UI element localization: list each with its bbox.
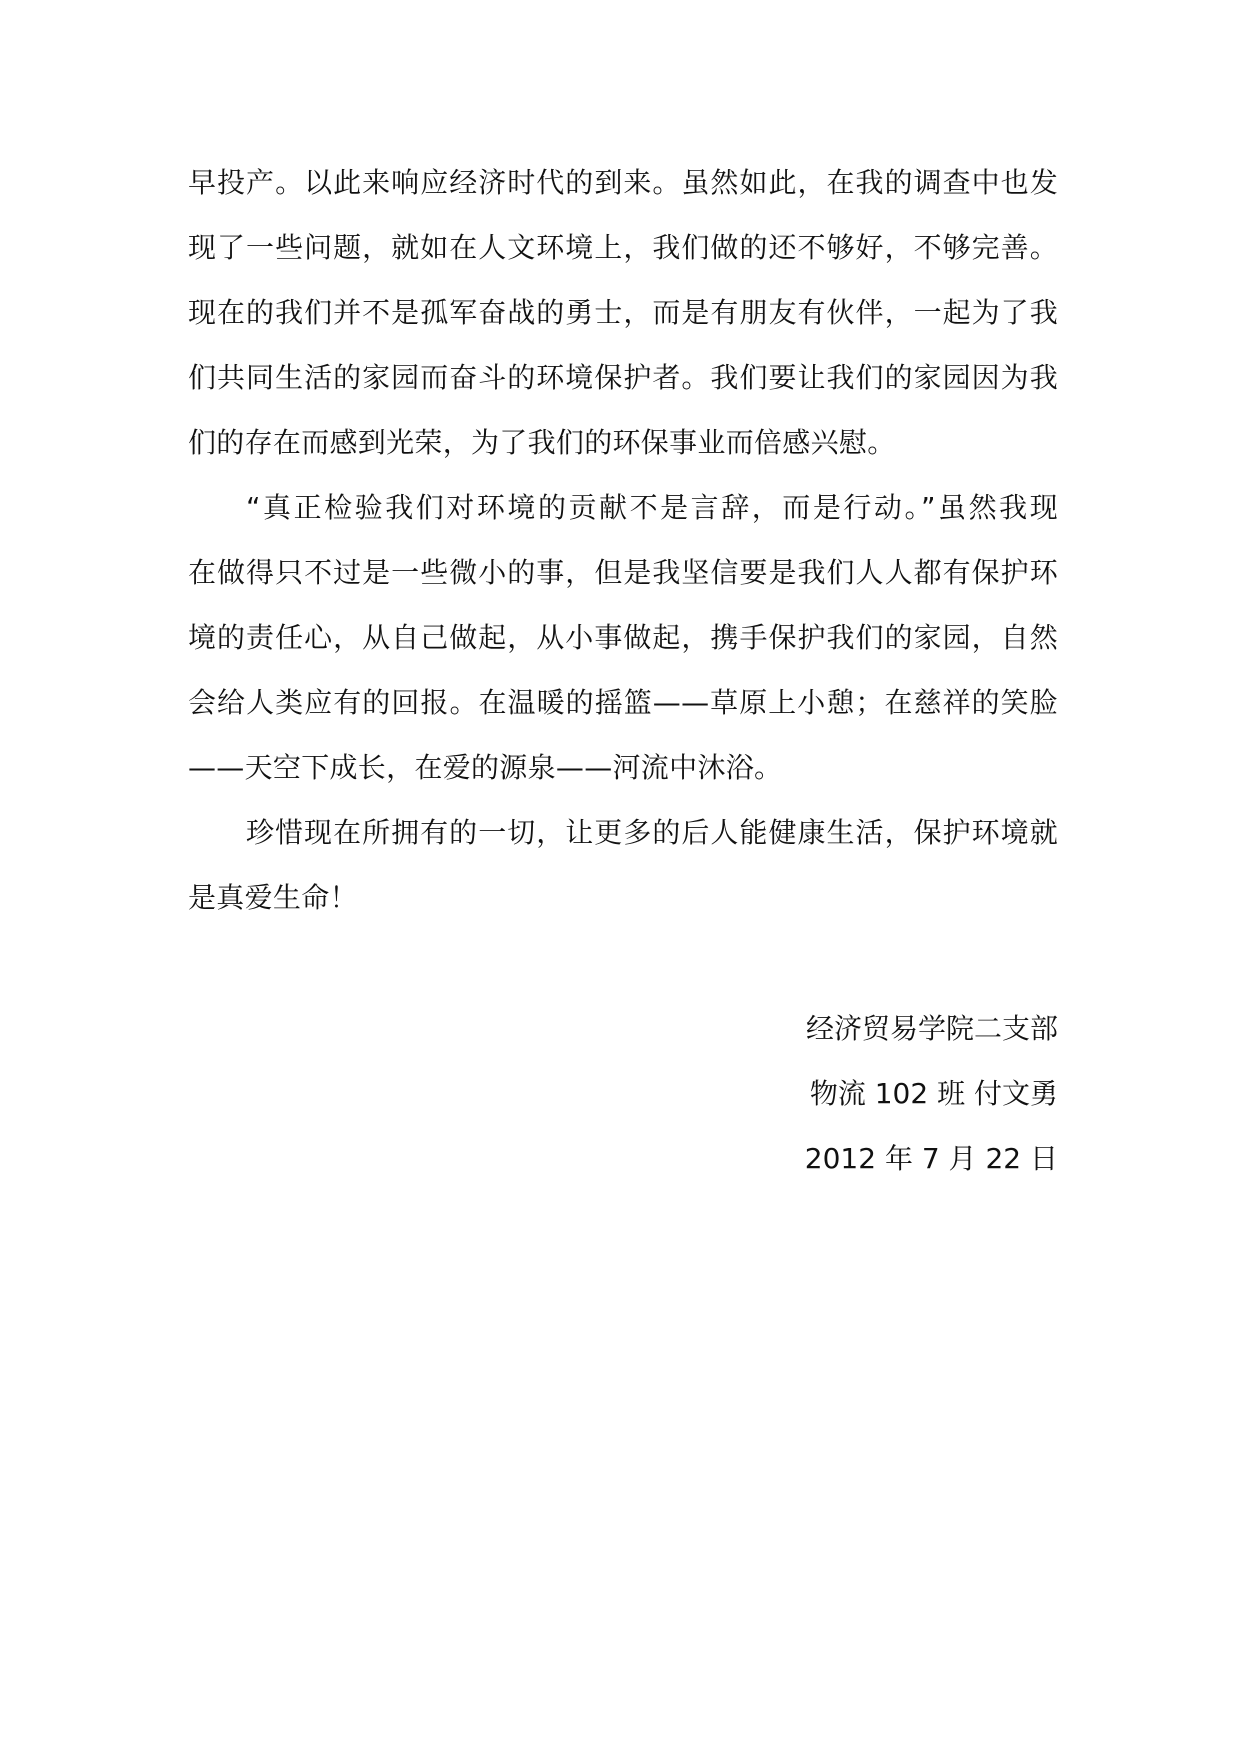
- text-line-9: 会给人类应有的回报。在温暖的摇篮——草原上小憩；在慈祥的笑脸: [188, 686, 1058, 719]
- text-line-12: 是真爱生命！: [188, 881, 358, 914]
- text-line-5: 们的存在而感到光荣，为了我们的环保事业而倍感兴慰。: [188, 426, 896, 459]
- signature-author: 物流 102 班 付文勇: [809, 1077, 1058, 1110]
- text-line-11: 珍惜现在所拥有的一切，让更多的后人能健康生活，保护环境就: [246, 816, 1058, 849]
- signature-organization: 经济贸易学院二支部: [805, 1012, 1058, 1045]
- text-line-6: “真正检验我们对环境的贡献不是言辞，而是行动。”虽然我现: [246, 491, 1058, 524]
- text-line-2: 现了一些问题，就如在人文环境上，我们做的还不够好，不够完善。: [188, 231, 1058, 264]
- text-line-7: 在做得只不过是一些微小的事，但是我坚信要是我们人人都有保护环: [188, 556, 1058, 589]
- signature-date: 2012 年 7 月 22 日: [804, 1142, 1058, 1175]
- text-line-3: 现在的我们并不是孤军奋战的勇士，而是有朋友有伙伴，一起为了我: [188, 296, 1058, 329]
- body-text: [188, 150, 1058, 930]
- text-line-10: ——天空下成长，在爱的源泉——河流中沐浴。: [188, 751, 783, 784]
- text-line-8: 境的责任心，从自己做起，从小事做起，携手保护我们的家园，自然: [188, 621, 1058, 654]
- text-line-4: 们共同生活的家园而奋斗的环境保护者。我们要让我们的家园因为我: [188, 361, 1058, 394]
- signature-block: [805, 996, 1058, 1191]
- text-line-1: 早投产。以此来响应经济时代的到来。虽然如此，在我的调查中也发: [188, 166, 1058, 199]
